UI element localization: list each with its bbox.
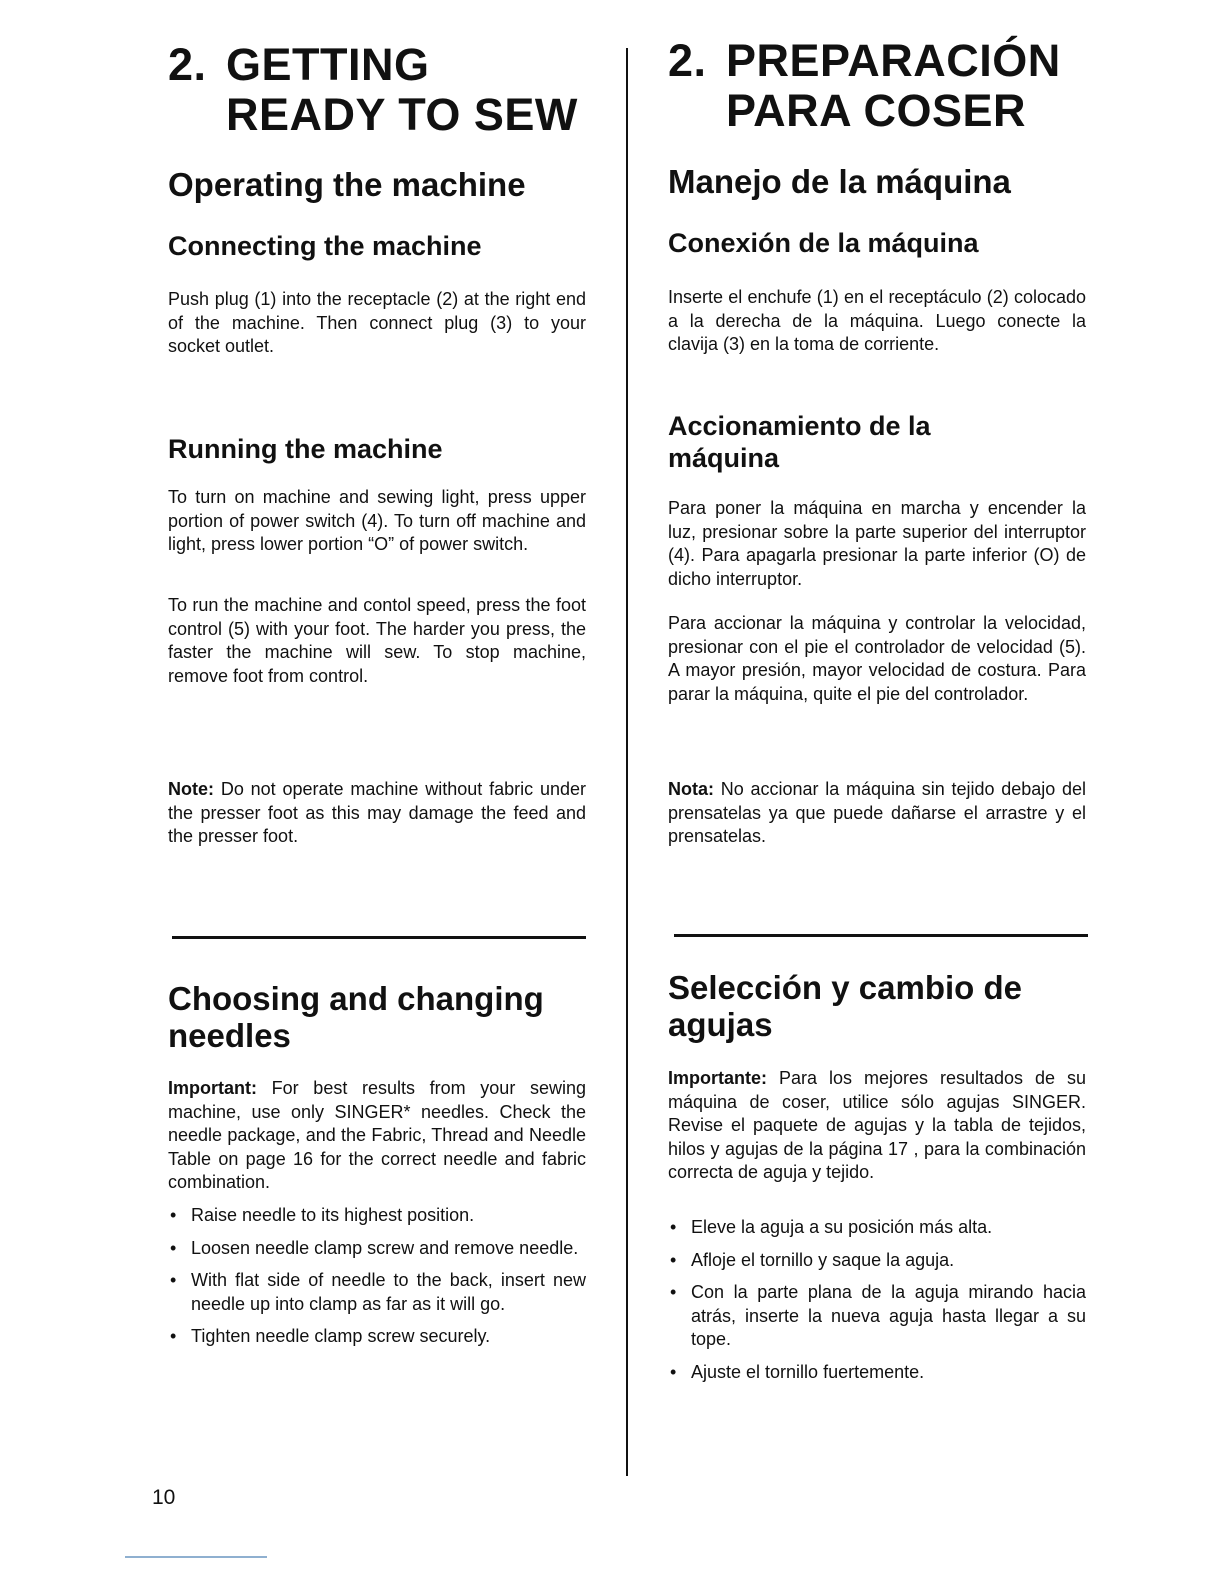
note-text: No accionar la máquina sin tejido debajo del prensatelas ya que puede dañarse el arrastre y el prensatelas. (668, 779, 1086, 846)
subsection-heading-running: Accionamiento de la máquina (668, 411, 931, 473)
note-label: Note: (168, 779, 214, 799)
section-divider (172, 936, 586, 939)
note-text: Do not operate machine without fabric under the presser foot as this may damage the feed and the presser foot. (168, 779, 586, 846)
list-item: • Tighten needle clamp screw securely. (168, 1325, 586, 1349)
subsection-heading-connecting: Conexión de la máquina (668, 228, 979, 258)
list-item: • Afloje el tornillo y saque la aguja. (668, 1249, 1086, 1273)
chapter-title-line2: PARA COSER (726, 85, 1027, 136)
chapter-number: 2. (668, 35, 707, 86)
important-label: Importante: (668, 1068, 767, 1088)
chapter-title-es (668, 36, 1108, 136)
chapter-title-en (168, 40, 608, 140)
section-heading-operating: Manejo de la máquina (668, 163, 1011, 200)
page-number: 10 (152, 1486, 176, 1509)
subsection-heading-running: Running the machine (168, 434, 443, 464)
important-paragraph (668, 1067, 1086, 1185)
section-heading-needles: Choosing and changing needles (168, 980, 544, 1054)
section-heading-operating: Operating the machine (168, 166, 526, 203)
paragraph-running-1: Para poner la máquina en marcha y encender la luz, presionar sobre la parte superior del interruptor (4). Para apagarla presionar la parte inferior (O) de dicho interruptor. (668, 498, 1086, 589)
note-paragraph (668, 778, 1086, 849)
subsection-heading-connecting: Connecting the machine (168, 231, 482, 261)
section-heading-needles: Selección y cambio de agujas (668, 969, 1022, 1043)
list-item: • Loosen needle clamp screw and remove needle. (168, 1237, 586, 1261)
chapter-title-line1: GETTING (226, 39, 430, 90)
list-item: • Con la parte plana de la aguja mirando hacia atrás, inserte la nueva aguja hasta llegar a su tope. (668, 1281, 1086, 1352)
important-text: Para los mejores resultados de su máquina de coser, utilice sólo agujas SINGER. Revise el paquete de agujas y la tabla de tejidos, hilos y agujas de la página 17 , para la combinación correcta de aguja y tejido. (668, 1068, 1086, 1182)
chapter-number: 2. (168, 39, 207, 90)
scan-artifact-line (125, 1556, 267, 1558)
note-paragraph (168, 778, 586, 849)
important-text: For best results from your sewing machine, use only SINGER* needles. Check the needle package, and the Fabric, Thread and Needle Table on page 16 for the correct needle and fabric combination. (168, 1078, 586, 1192)
important-label: Important: (168, 1078, 257, 1098)
needle-steps-list (668, 1216, 1086, 1393)
list-item: • Raise needle to its highest position. (168, 1204, 586, 1228)
important-paragraph (168, 1077, 586, 1195)
list-item: • Eleve la aguja a su posición más alta. (668, 1216, 1086, 1240)
section-divider (674, 934, 1088, 937)
paragraph-running-1: To turn on machine and sewing light, press upper portion of power switch (4). To turn off machine and light, press lower portion “O” of power switch. (168, 487, 586, 554)
paragraph-connecting: Push plug (1) into the receptacle (2) at the right end of the machine. Then connect plug (3) to your socket outlet. (168, 289, 586, 356)
chapter-title-line1: PREPARACIÓN (726, 35, 1061, 86)
note-label: Nota: (668, 779, 714, 799)
needle-steps-list (168, 1204, 586, 1358)
list-item: • With flat side of needle to the back, insert new needle up into clamp as far as it will go. (168, 1269, 586, 1316)
column-divider (626, 48, 628, 1476)
paragraph-running-2: Para accionar la máquina y controlar la velocidad, presionar con el pie el controlador de velocidad (5). A mayor presión, mayor velocidad de costura. Para parar la máquina, quite el pie del controlador. (668, 613, 1086, 704)
paragraph-running-2: To run the machine and contol speed, press the foot control (5) with your foot. The harder you press, the faster the machine will sew. To stop machine, remove foot from control. (168, 595, 586, 686)
list-item: • Ajuste el tornillo fuertemente. (668, 1361, 1086, 1385)
chapter-title-line2: READY TO SEW (226, 89, 578, 140)
paragraph-connecting: Inserte el enchufe (1) en el receptáculo (2) colocado a la derecha de la máquina. Luego conecte la clavija (3) en la toma de corriente. (668, 287, 1086, 354)
